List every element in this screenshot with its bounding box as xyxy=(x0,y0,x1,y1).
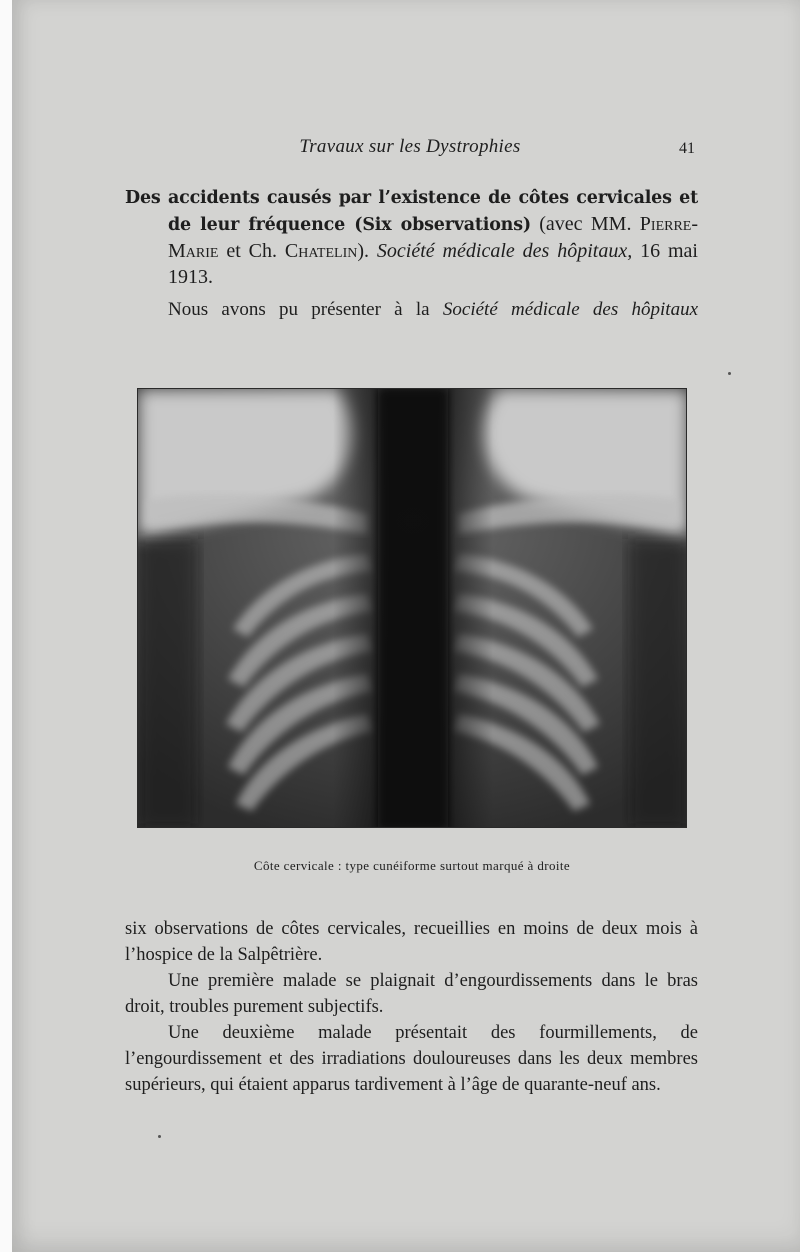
entry-date: 16 mai 1913. xyxy=(168,240,698,288)
running-title: Travaux sur les Dystrophies xyxy=(299,136,521,157)
intro-line xyxy=(168,298,698,322)
page-number: 41 xyxy=(679,140,695,157)
entry-title: Des accidents causés par l’existence de côtes cervicales et de leur fréquence (Six observations) xyxy=(125,188,698,235)
body-paragraph-2: Une première malade se plaignait d’engourdissements dans le bras droit, troubles purement subjectifs. xyxy=(125,971,698,1017)
entry-coauthors-suffix: ). xyxy=(357,240,377,262)
entry-paragraph xyxy=(125,184,698,290)
xray-figure xyxy=(137,388,687,828)
body-paragraph-1: six observations de côtes cervicales, recueillies en moins de deux mois à l’hospice de la Salpêtrière. xyxy=(125,919,698,965)
entry-coauthors-prefix: (avec MM. xyxy=(530,213,640,235)
scan-speck xyxy=(158,1135,161,1138)
entry-coauthors-mid: et Ch. xyxy=(218,240,285,262)
entry-coauthor-2: Chatelin xyxy=(284,240,358,262)
intro-text: Nous avons pu présenter à la xyxy=(168,299,443,320)
scan-speck xyxy=(728,372,731,375)
body-paragraph-3: Une deuxième malade présentait des fourmillements, de l’engourdissement et des irradiations douloureuses dans les deux membres supérieurs, qui étaient apparus tardivement à l’âge de quarante-neuf ans. xyxy=(125,1023,698,1095)
scan-margin xyxy=(0,0,12,1252)
entry-venue: Société médicale des hôpitaux, xyxy=(376,240,633,262)
bibliography-entry xyxy=(125,184,698,290)
body-text xyxy=(125,916,698,1098)
intro-venue: Société médicale des hôpitaux xyxy=(442,299,698,320)
xray-image xyxy=(138,389,687,828)
figure-caption: Côte cervicale : type cunéiforme surtout marqué à droite xyxy=(253,858,571,873)
entry-coauthor-1: Pierre-Marie xyxy=(168,213,699,262)
